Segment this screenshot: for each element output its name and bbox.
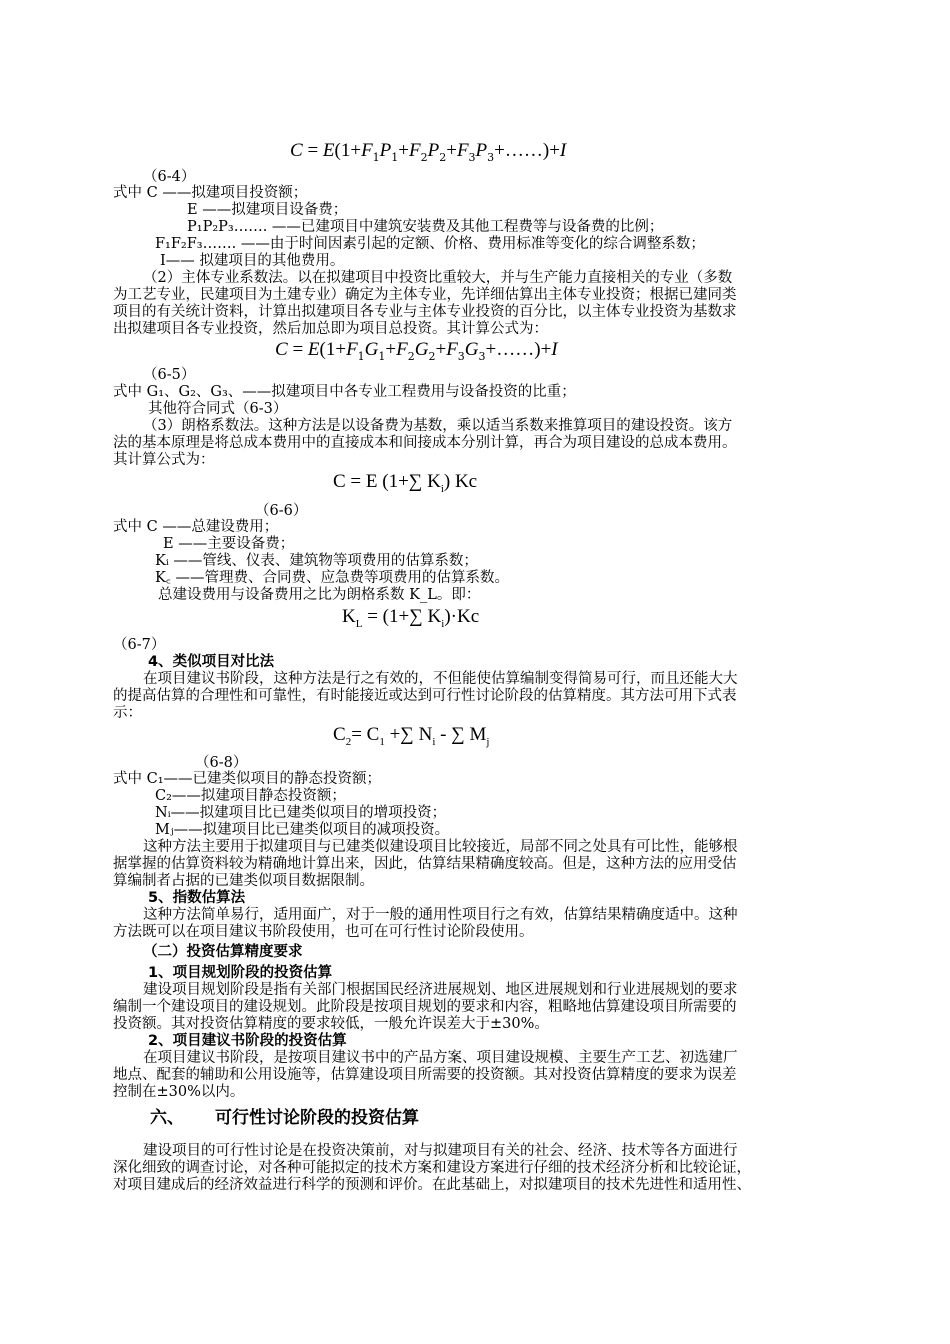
text-line: 在项目建议书阶段，是按项目建议书中的产品方案、项目建设规模、主要生产工艺、初选建厂 — [143, 1050, 738, 1066]
text-line: 项目的有关统计资料，计算出拟建项目各专业与主体专业投资的百分比，以主体专业投资为基数求 — [113, 304, 737, 320]
formula-6-8: $C_2= C_1$ +∑ $N_i$ - ∑ $M_j$ — [333, 724, 490, 748]
text-line: 示： — [113, 705, 142, 721]
text-line: 这种方法简单易行，适用面广，对于一般的通用性项目行之有效，估算结果精确度适中。这种 — [143, 907, 738, 923]
section-title: 可行性讨论阶段的投资估算 — [215, 1108, 419, 1128]
text-line: （6-4） — [143, 169, 196, 185]
text-line: 其计算公式为： — [113, 452, 215, 468]
text-line: 出拟建项目各专业投资，然后加总即为项目总投资。其计算公式为： — [113, 321, 548, 337]
text-line: （6-5） — [143, 367, 196, 383]
section-number: 六、 — [150, 1108, 184, 1128]
text-line: 总建设费用与设备费用之比为朗格系数 K_L。即： — [158, 587, 481, 603]
text-line: K꜀ ——管理费、合同费、应急费等项费用的估算系数。 — [155, 570, 509, 586]
text-line: 对项目建成后的经济效益进行科学的预测和评价。在此基础上，对拟建项目的技术先进性和适用性、 — [113, 1177, 751, 1193]
formula-6-4: $C = E(1+F_1P_1+F_2P_2+F_3P_3+\dots\dots)+I$ — [290, 140, 567, 164]
text-line: 建设项目的可行性讨论是在投资决策前，对与拟建项目有关的社会、经济、技术等各方面进行 — [143, 1143, 738, 1159]
text-line: C₂——拟建项目静态投资额； — [155, 788, 346, 804]
text-line: 地点、配套的辅助和公用设施等，估算建设项目所需要的投资额。其对投资估算精度的要求为误差 — [113, 1067, 737, 1083]
text-line: （6-7） — [113, 637, 166, 653]
text-line: 在项目建议书阶段，这种方法是行之有效的，不但能使估算编制变得简易可行，而且还能大大 — [143, 671, 738, 687]
text-line: E ——拟建项目设备费； — [187, 202, 348, 218]
text-line: 为工艺专业，民建项目为土建专业）确定为主体专业，先详细估算出主体专业投资；根据已建同类 — [113, 287, 737, 303]
text-line: 投资额。其对投资估算精度的要求较低，一般允许误差大于±30%。 — [113, 1016, 549, 1032]
text-line: 控制在±30%以内。 — [113, 1084, 245, 1100]
text-line: 据掌握的估算资料较为精确地计算出来，因此，估算结果精确度较高。但是，这种方法的应用受估 — [113, 856, 737, 872]
text-line: 法的基本原理是将总成本费用中的直接成本和间接成本分别计算，再合为项目建设的总成本费用。 — [113, 435, 737, 451]
text-line: （2）主体专业系数法。以在拟建项目中投资比重较大，并与生产能力直接相关的专业（多数 — [143, 270, 733, 286]
text-line: 编制一个建设项目的建设规划。此阶段是按项目规划的要求和内容，粗略地估算建设项目所需要的 — [113, 999, 737, 1015]
text-line: （二）投资估算精度要求 — [143, 944, 303, 960]
text-line: Kᵢ ——管线、仪表、建筑物等项费用的估算系数； — [155, 553, 478, 569]
text-line: 式中 C ——总建设费用； — [113, 519, 279, 535]
text-line: 式中 C₁——已建类似项目的静态投资额； — [113, 771, 382, 787]
text-line: 1、项目规划阶段的投资估算 — [148, 965, 333, 981]
text-line: （6-8） — [195, 755, 248, 771]
text-line: E ——主要设备费； — [163, 536, 295, 552]
text-line: Nᵢ——拟建项目比已建类似项目的增项投资； — [155, 805, 447, 821]
text-line: P₁P₂P₃……. ——已建项目中建筑安装费及其他工程费等与设备费的比例； — [187, 219, 664, 235]
text-line: 建设项目规划阶段是指有关部门根据国民经济进展规划、地区进展规划和行业进展规划的要求 — [143, 982, 738, 998]
formula-6-5: $C = E(1+F_1G_1+F_2G_2+F_3G_3+\dots\dots)+I$ — [275, 339, 558, 363]
text-line: 式中 G₁、G₂、G₃、——拟建项目中各专业工程费用与设备投资的比重； — [113, 384, 576, 400]
text-line: 深化细致的调查讨论，对各种可能拟定的技术方案和建设方案进行仔细的技术经济分析和比较论证， — [113, 1160, 751, 1176]
text-line: 方法既可以在项目建议书阶段使用，也可在可行性讨论阶段使用。 — [113, 924, 534, 940]
text-line: 其他符合同式（6-3） — [148, 401, 288, 417]
text-line: （3）朗格系数法。这种方法是以设备费为基数，乘以适当系数来推算项目的建设投资。该方 — [143, 418, 733, 434]
text-line: 的提高估算的合理性和可靠性，有时能接近或达到可行性讨论阶段的估算精度。其方法可用下式表 — [113, 688, 737, 704]
text-line: Mⱼ——拟建项目比已建类似项目的减项投资。 — [155, 822, 450, 838]
text-line: 算编制者占据的已建类似项目数据限制。 — [113, 873, 374, 889]
text-line: 这种方法主要用于拟建项目与已建类似建设项目比较接近，局部不同之处具有可比性，能够根 — [143, 839, 738, 855]
formula-6-7: $K_L = (1+\sum$ $K_i)\cdot Kc$ — [342, 606, 480, 630]
text-line: I—— 拟建项目的其他费用。 — [160, 253, 345, 269]
text-line: 2、项目建议书阶段的投资估算 — [148, 1033, 347, 1049]
text-line: 5、指数估算法 — [148, 890, 246, 906]
formula-6-6: C = E (1+∑ $K_i$) Kc — [333, 471, 478, 495]
text-line: 式中 C ——拟建项目投资额； — [113, 185, 308, 201]
text-line: （6-6） — [255, 503, 308, 519]
text-line: 4、类似项目对比法 — [148, 654, 275, 670]
text-line: F₁F₂F₃……. ——由于时间因素引起的定额、价格、费用标准等变化的综合调整系数； — [155, 236, 705, 252]
